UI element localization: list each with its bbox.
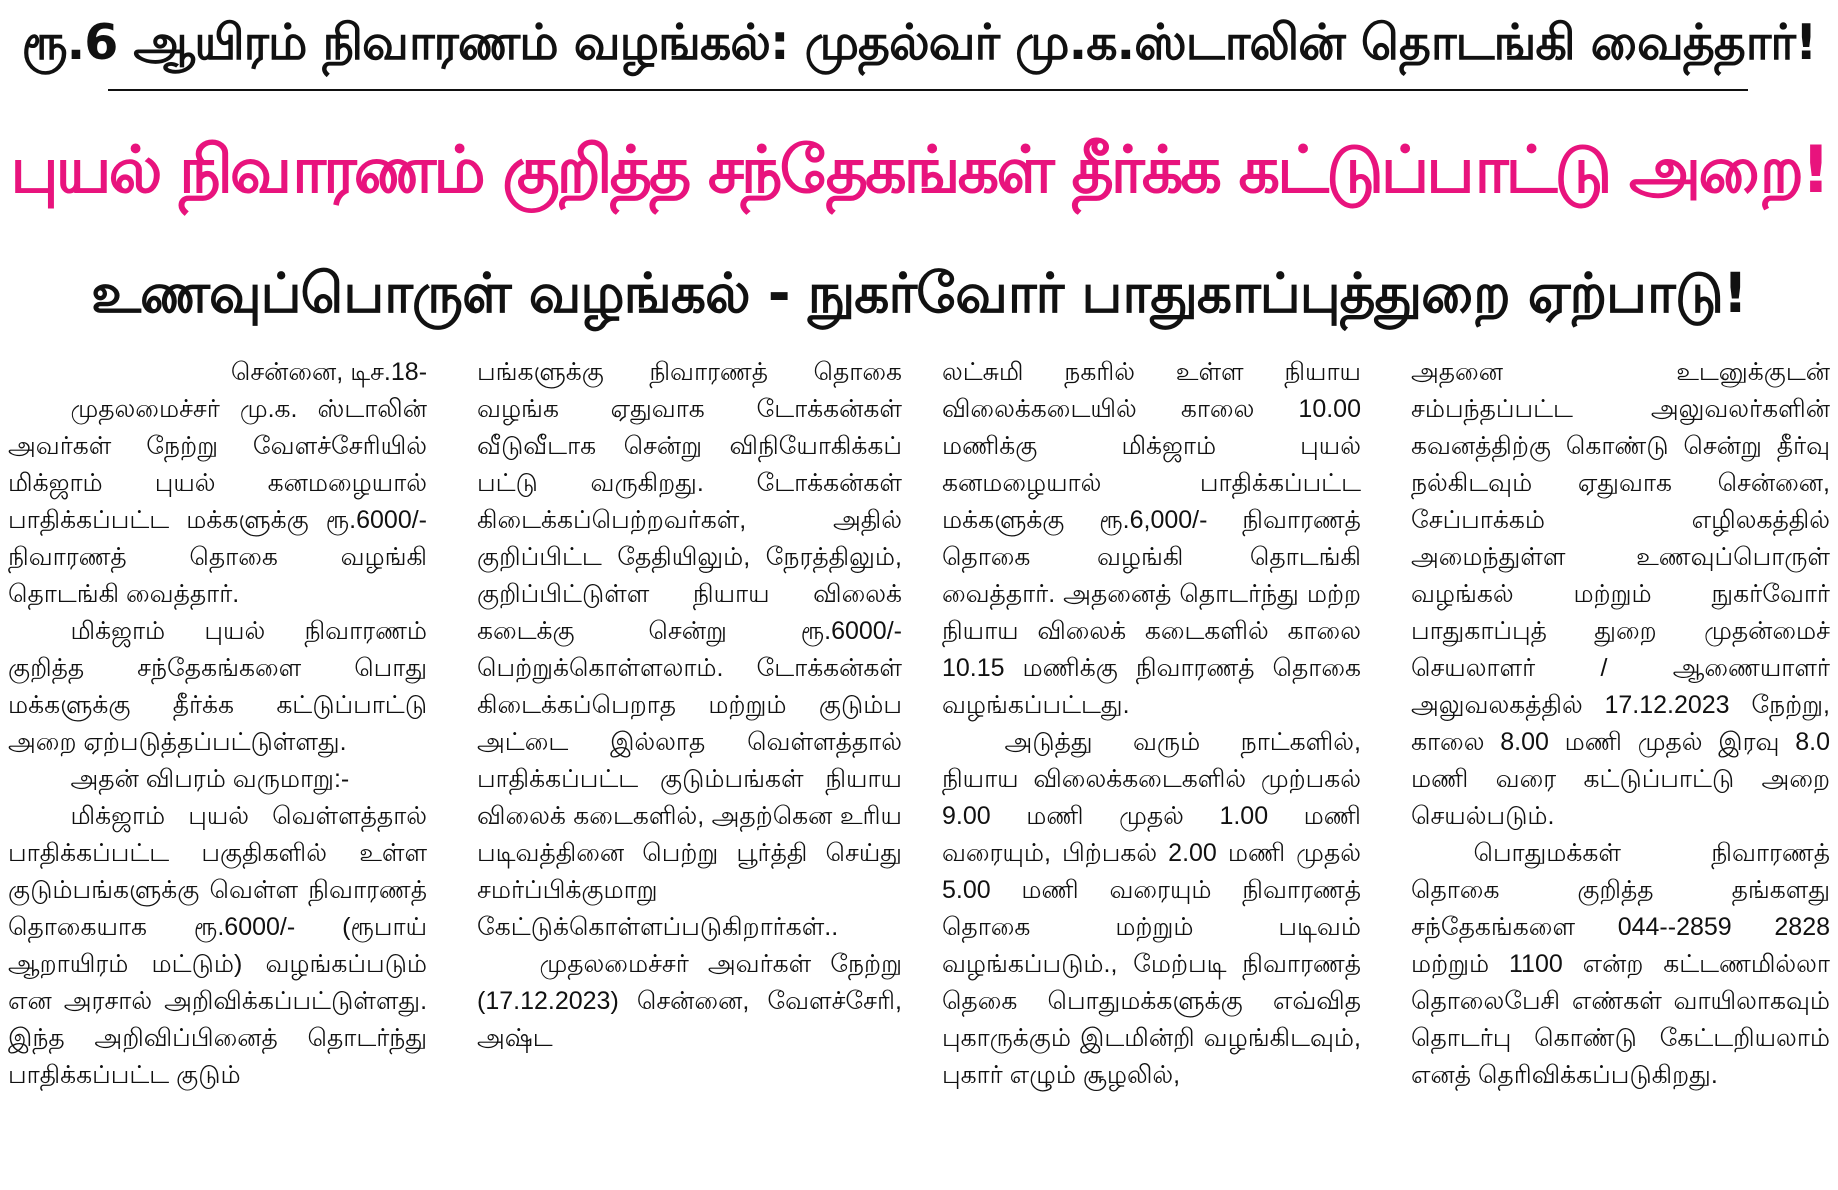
paragraph: மிக்ஜாம் புயல் நிவாரணம் குறித்த சந்தேகங்களை பொது மக்களுக்கு தீர்க்க கட்டுப்பாட்டு அறை ஏற்படுத்தப்பட்டுள்ளது.: [8, 617, 428, 756]
paragraph: லட்சுமி நகரில் உள்ள நியாய விலைக்கடையில் காலை 10.00 மணிக்கு மிக்ஜாம் புயல் கனமழையால் பாதிக்கப்பட்ட மக்களுக்கு ரூ.6,000/- நிவாரணத் தொகை வழங்கி தொடங்கி வைத்தார். அதனைத் தொடர்ந்து மற்ற நியாய விலைக் கடைகளில் காலை 10.15 மணிக்கு நிவாரணத் தொகை வழங்கப்பட்டது.: [941, 358, 1361, 719]
paragraph: முதலமைச்சர் மு.க. ஸ்டாலின் அவர்கள் நேற்று வேளச்சேரியில் மிக்ஜாம் புயல் கனமழையால் பாதிக்கப்பட்ட மக்களுக்கு ரூ.6000/- நிவாரணத் தொகை வழங்கி தொடங்கி வைத்தார்.: [8, 395, 428, 608]
dateline: சென்னை, டிச.18-: [230, 358, 428, 386]
article-column-1: [8, 354, 427, 1184]
paragraph: பங்களுக்கு நிவாரணத் தொகை வழங்க ஏதுவாக டோக்கன்கள் வீடுவீடாக சென்று விநியோகிக்கப் பட்டு வருகிறது. டோக்கன்கள் கிடைக்கப்பெற்றவர்கள், அதில் குறிப்பிட்ட தேதியிலும், நேரத்திலும், குறிப்பிட்டுள்ள நியாய விலைக் கடைக்கு சென்று ரூ.6000/- பெற்றுக்கொள்ளலாம். டோக்கன்கள் கிடைக்கப்பெறாத மற்றும் குடும்ப அட்டை இல்லாத வெள்ளத்தால் பாதிக்கப்பட்ட குடும்பங்கள் நியாய விலைக் கடைகளில், அதற்கென உரிய படிவத்தினை பெற்று பூர்த்தி செய்து சமர்ப்பிக்குமாறு கேட்டுக்கொள்ளப்படுகிறார்கள்..: [477, 358, 902, 941]
article-column-4: [1411, 354, 1830, 1184]
sub-headline: உணவுப்பொருள் வழங்கல் - நுகர்வோர் பாதுகாப்புத்துறை ஏற்பாடு!: [91, 261, 1747, 325]
paragraph: பொதுமக்கள் நிவாரணத் தொகை குறித்த தங்களது சந்தேகங்களை 044--2859 2828 மற்றும் 1100 என்ற கட்டணமில்லா தொலைபேசி எண்கள் வாயிலாகவும் தொடர்பு கொண்டு கேட்டறியலாம் எனத் தெரிவிக்கப்படுகிறது.: [1410, 839, 1830, 1089]
paragraph: அதனை உடனுக்குடன் சம்பந்தப்பட்ட அலுவலர்களின் கவனத்திற்கு கொண்டு சென்று தீர்வு நல்கிடவும் ஏதுவாக சென்னை, சேப்பாக்கம் எழிலகத்தில் அமைந்துள்ள உணவுப்பொருள் வழங்கல் மற்றும் நுகர்வோர் பாதுகாப்புத் துறை முதன்மைச் செயலாளர் / ஆணையாளர் அலுவலகத்தில் 17.12.2023 நேற்று, காலை 8.00 மணி முதல் இரவு 8.0 மணி வரை கட்டுப்பாட்டு அறை செயல்படும்.: [1410, 358, 1830, 830]
article-column-3: [942, 354, 1361, 1184]
main-headline: புயல் நிவாரணம் குறித்த சந்தேகங்கள் தீர்க்க கட்டுப்பாட்டு அறை!: [10, 133, 1828, 208]
headline-divider: [108, 89, 1748, 91]
paragraph: அதன் விபரம் வருமாறு:-: [70, 765, 350, 793]
kicker-headline: ரூ.6 ஆயிரம் நிவாரணம் வழங்கல்: முதல்வர் மு.க.ஸ்டாலின் தொடங்கி வைத்தார்!: [21, 14, 1817, 71]
article-column-2: [477, 354, 902, 1184]
paragraph: அடுத்து வரும் நாட்களில், நியாய விலைக்கடைகளில் முற்பகல் 9.00 மணி முதல் 1.00 மணி வரையும், பிற்பகல் 2.00 மணி முதல் 5.00 மணி வரையும் நிவாரணத் தொகை மற்றும் படிவம் வழங்கப்படும்., மேற்படி நிவாரணத் தெகை பொதுமக்களுக்கு எவ்வித புகாருக்கும் இடமின்றி வழங்கிடவும், புகார் எழும் சூழலில்,: [941, 728, 1361, 1089]
paragraph: மிக்ஜாம் புயல் வெள்ளத்தால் பாதிக்கப்பட்ட பகுதிகளில் உள்ள குடும்பங்களுக்கு வெள்ள நிவாரணத் தொகையாக ரூ.6000/- (ரூபாய் ஆறாயிரம் மட்டும்) வழங்கப்படும் என அரசால் அறிவிக்கப்பட்டுள்ளது. இந்த அறிவிப்பினைத் தொடர்ந்து பாதிக்கப்பட்ட குடும்: [8, 802, 428, 1089]
article-body: [8, 354, 1830, 1184]
paragraph: முதலமைச்சர் அவர்கள் நேற்று (17.12.2023) சென்னை, வேளச்சேரி, அஷ்ட: [477, 950, 902, 1052]
